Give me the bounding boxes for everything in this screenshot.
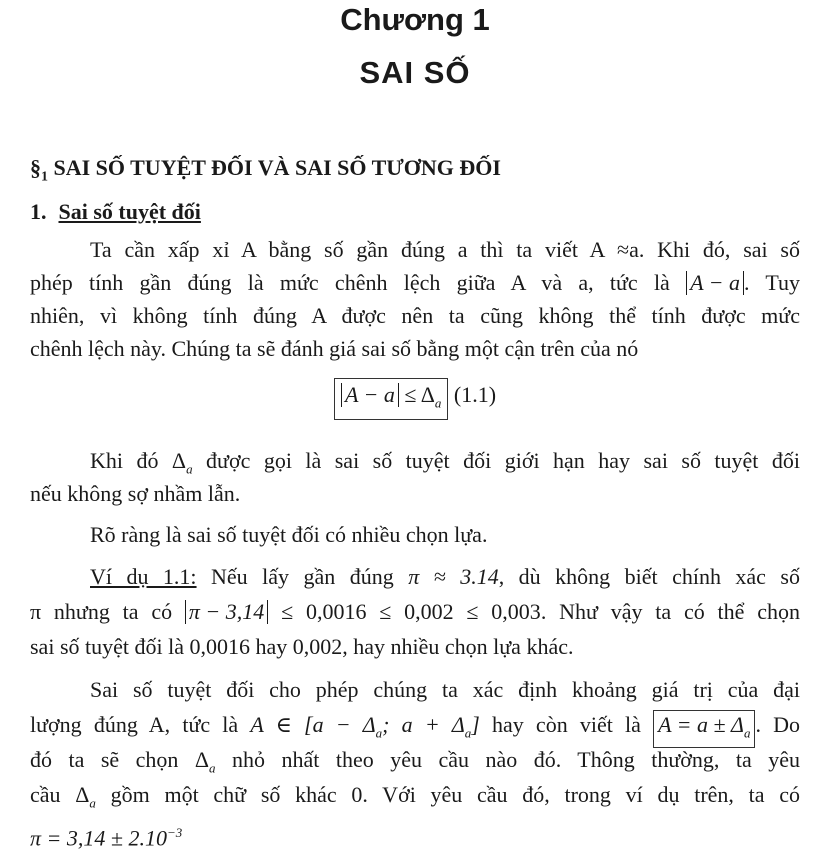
subscript: a	[89, 795, 96, 811]
formula-box	[334, 378, 448, 420]
text-run: . Như vậy ta có thể chọn	[540, 599, 800, 624]
example-label: Ví dụ 1.1:	[90, 564, 197, 589]
example-line-2	[30, 597, 800, 627]
text-run: π nhưng ta có	[30, 599, 185, 624]
text-run: nhỏ nhất theo yêu cầu nào đó. Thông thường, ta yêu	[215, 747, 800, 772]
superscript: −3	[166, 825, 183, 840]
paragraph-3-line-1: Rõ ràng là sai số tuyệt đối có nhiều chọn lựa.	[90, 522, 488, 547]
example-line-3: sai số tuyệt đối là 0,0016 hay 0,002, hay nhiều chọn lựa khác.	[30, 634, 574, 659]
paragraph-4-line-1: Sai số tuyệt đối cho phép chúng ta xác định khoảng giá trị của đại	[90, 677, 800, 702]
subsection-heading	[30, 199, 201, 225]
text-run: cầu Δ	[30, 782, 90, 807]
subscript: a	[209, 760, 216, 776]
formula-abs: A − a	[341, 383, 399, 407]
text-run: , dù không biết chính xác số	[498, 564, 800, 589]
paragraph-4-line-3	[30, 745, 800, 783]
math-run: ]	[471, 712, 480, 737]
text-run: gồm một chữ số khác 0. Với yêu cầu đó, trong ví dụ trên, ta có	[95, 782, 800, 807]
text-run: Khi đó Δ	[90, 448, 187, 473]
math-run: A = a ± Δ	[658, 712, 744, 737]
text-run: . Tuy	[743, 270, 800, 295]
section-number: 1	[41, 169, 48, 185]
chapter-heading: Chương 1	[340, 2, 490, 37]
chapter-title: SAI SỐ	[359, 55, 471, 90]
math-run: A ∈ [a − Δ	[250, 712, 376, 737]
formula-subscript: a	[434, 395, 442, 411]
example-line-1	[30, 562, 800, 592]
section-heading	[30, 155, 501, 185]
subscript: a	[464, 725, 472, 741]
subscript: a	[743, 725, 751, 741]
paragraph-1-line-1: Ta cần xấp xỉ A bằng số gần đúng a thì ta viết A ≈a. Khi đó, sai số	[90, 237, 800, 262]
boxed-formula	[653, 710, 755, 748]
math-inline: π ≈ 3.14	[408, 564, 499, 589]
paragraph-1-line-3: nhiên, vì không tính đúng A được nên ta cũng không thể tính được mức	[30, 303, 800, 328]
formula-label: (1.1)	[453, 382, 497, 407]
paragraph-4-line-5	[30, 818, 800, 853]
math-inline	[250, 712, 480, 741]
formula-relation: ≤ Δ	[398, 382, 435, 407]
section-mark: §	[30, 155, 41, 180]
paragraph-4-line-4	[30, 780, 800, 818]
text-run: được gọi là sai số tuyệt đối giới hạn hay sai số tuyệt đối	[192, 448, 800, 473]
paragraph-1-line-4: chênh lệch này. Chúng ta sẽ đánh giá sai số bằng một cận trên của nó	[30, 336, 639, 361]
text-run: hay còn viết là	[479, 712, 654, 737]
subsection-number: 1.	[30, 199, 47, 224]
text-run: Nếu lấy gần đúng	[196, 564, 409, 589]
abs-value: π − 3,14	[185, 600, 268, 624]
text-run: phép tính gần đúng là mức chênh lệch giữa A và a, tức là	[30, 270, 670, 295]
formula-1-1	[0, 378, 830, 420]
math-inline: ≤ 0,0016 ≤ 0,002 ≤ 0,003	[268, 599, 541, 624]
subscript: a	[375, 725, 383, 741]
paragraph-4-line-2	[30, 710, 800, 748]
text-run: . Do	[755, 712, 800, 737]
subsection-title: Sai số tuyệt đối	[58, 199, 201, 224]
text-run: đó ta sẽ chọn Δ	[30, 747, 210, 772]
paragraph-1-line-2	[30, 268, 800, 298]
subscript: a	[186, 461, 193, 477]
section-title: SAI SỐ TUYỆT ĐỐI VÀ SAI SỐ TƯƠNG ĐỐI	[53, 155, 501, 180]
abs-value: A − a	[686, 271, 744, 295]
text-run: lượng đúng A, tức là	[30, 712, 251, 737]
math-run: ; a + Δ	[382, 712, 465, 737]
paragraph-2-line-2: nếu không sợ nhầm lẫn.	[30, 481, 241, 506]
math-run: π = 3,14 ± 2.10	[30, 825, 167, 851]
